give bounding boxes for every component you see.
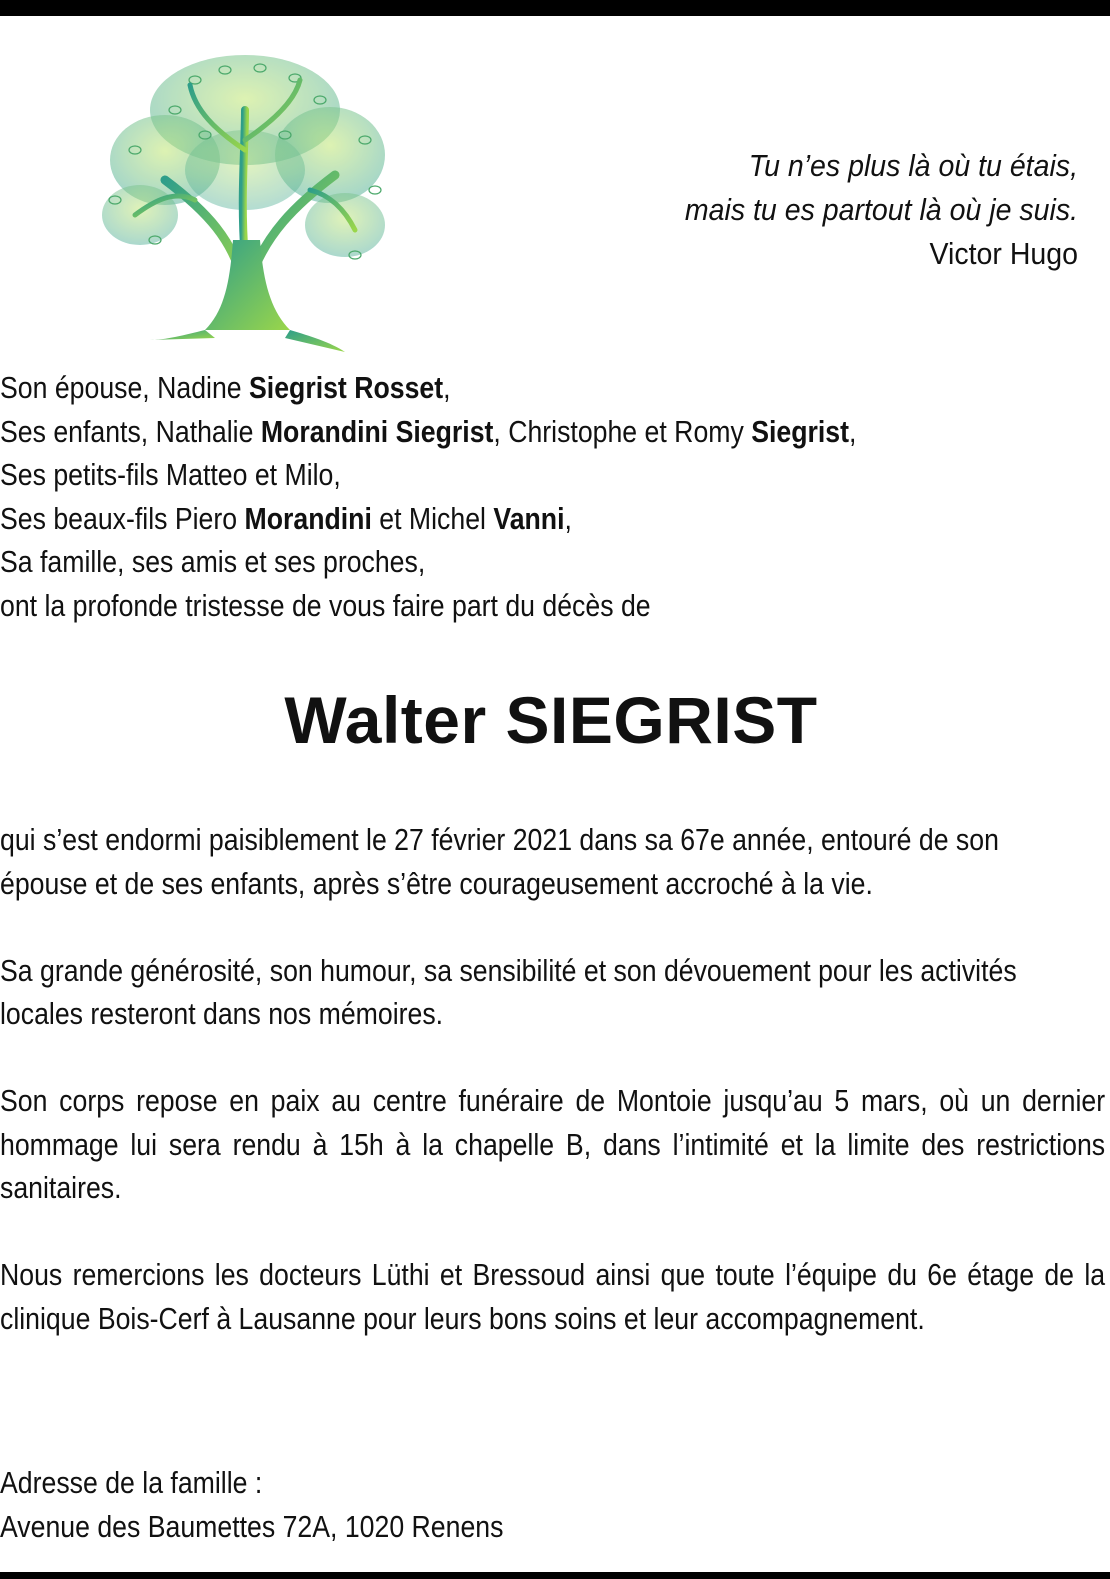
family-line-grandchildren: Ses petits-fils Matteo et Milo, bbox=[0, 457, 341, 492]
top-rule bbox=[0, 0, 1110, 16]
deceased-name: Walter SIEGRIST bbox=[284, 683, 818, 757]
family-line-announcement: ont la profonde tristesse de vous faire part du décès de bbox=[0, 587, 651, 623]
tree-illustration bbox=[95, 40, 395, 360]
obituary-body bbox=[0, 818, 1106, 1384]
epigraph-quote bbox=[600, 144, 1078, 276]
quote-line: mais tu es partout là où je suis. bbox=[684, 192, 1078, 227]
family-line-spouse: Son épouse, Nadine Siegrist Rosset, bbox=[0, 370, 451, 405]
paragraph-passing: qui s’est endormi paisiblement le 27 février 2021 dans sa 67e année, entouré de son épouse et de ses enfants, après s’être courageusement accroché à la vie. bbox=[0, 822, 999, 901]
family-announcement bbox=[0, 366, 1032, 627]
tree-trunk bbox=[150, 240, 345, 352]
quote-author: Victor Hugo bbox=[929, 236, 1078, 271]
address-label: Adresse de la famille : bbox=[0, 1465, 263, 1500]
family-line-children: Ses enfants, Nathalie Morandini Siegrist, Christophe et Romy Siegrist, bbox=[0, 413, 857, 449]
family-line-sons-in-law: Ses beaux-fils Piero Morandini et Michel Vanni, bbox=[0, 500, 572, 536]
paragraph-thanks: Nous remercions les docteurs Lüthi et Bressoud ainsi que toute l’équipe du 6e étage de la clinique Bois-Cerf à Lausanne pour leurs bons soins et leur accompagnement. bbox=[0, 1257, 1106, 1336]
paragraph-tribute: Sa grande générosité, son humour, sa sensibilité et son dévouement pour les activités locales resteront dans nos mémoires. bbox=[0, 952, 1017, 1031]
quote-line: Tu n’es plus là où tu étais, bbox=[748, 148, 1078, 183]
paragraph-ceremony: Son corps repose en paix au centre funéraire de Montoie jusqu’au 5 mars, où un dernier hommage lui sera rendu à 15h à la chapelle B, dans l’intimité et la limite des restrictions sanitaires. bbox=[0, 1083, 1106, 1205]
family-line-relatives: Sa famille, ses amis et ses proches, bbox=[0, 544, 426, 579]
bottom-rule bbox=[0, 1572, 1110, 1579]
family-address bbox=[0, 1461, 1032, 1548]
address-value: Avenue des Baumettes 72A, 1020 Renens bbox=[0, 1508, 504, 1544]
